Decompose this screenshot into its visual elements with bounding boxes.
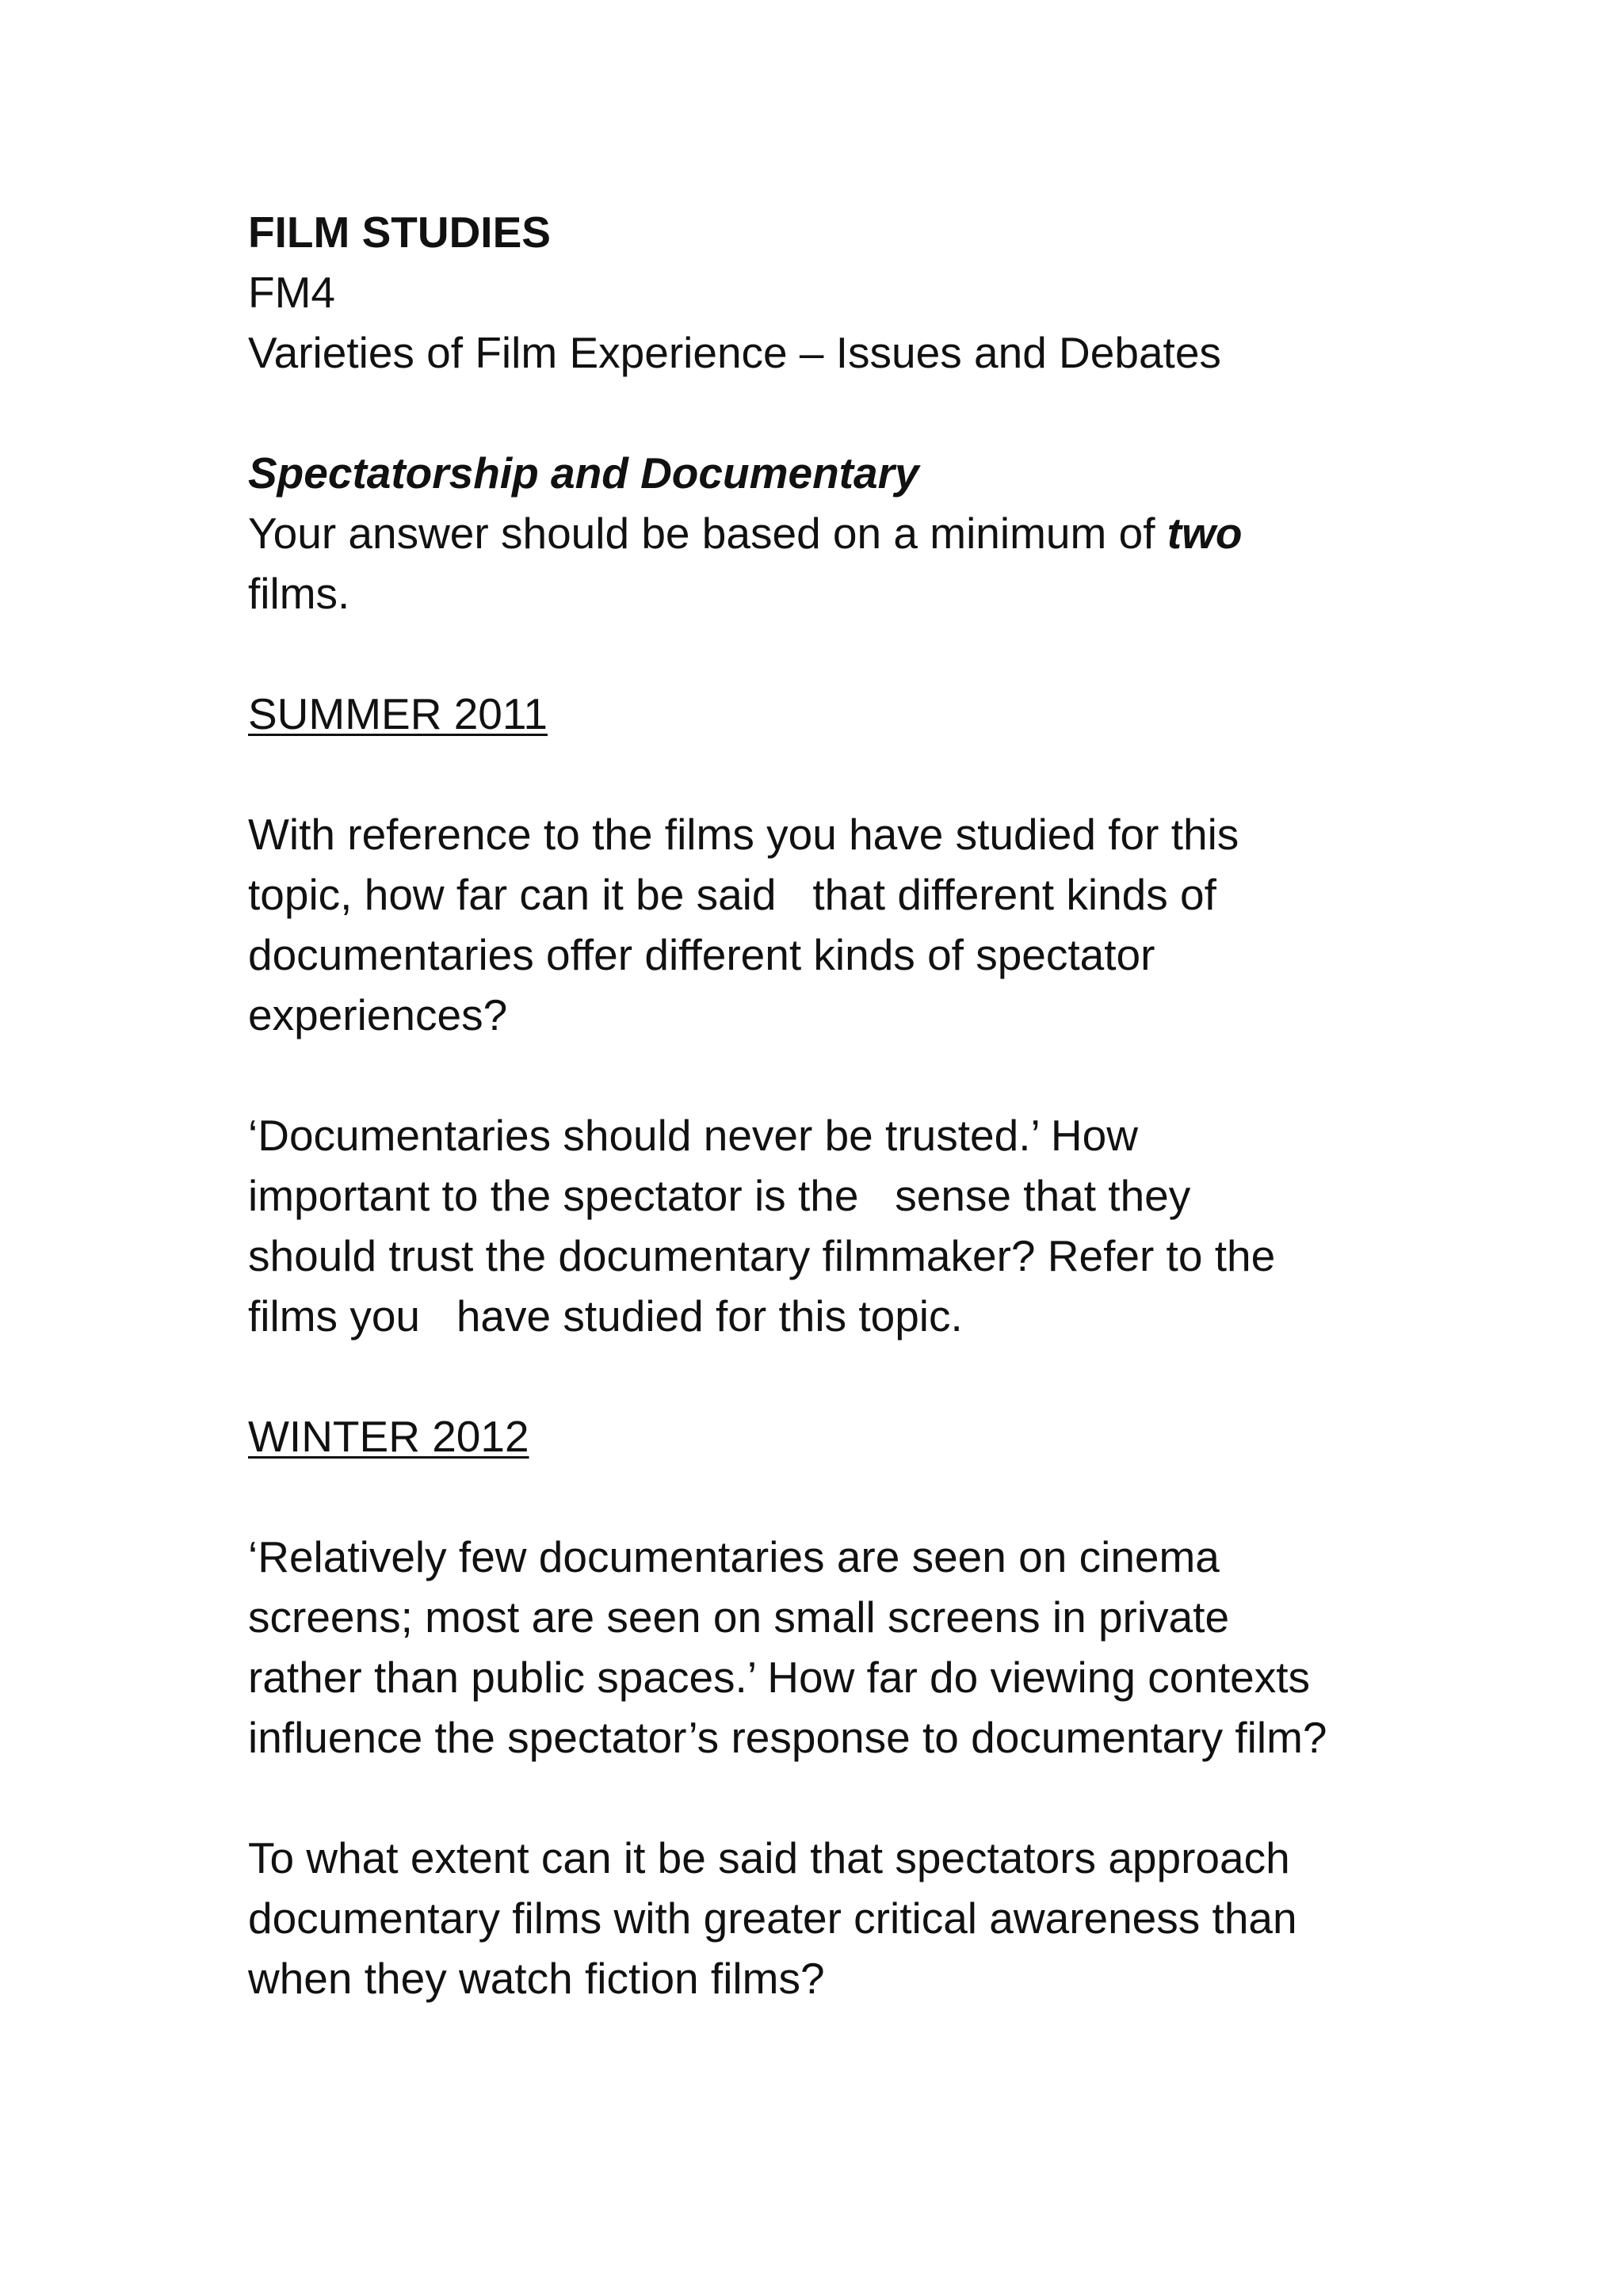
question: [248, 804, 1532, 1045]
question-line: documentaries offer different kinds of spectator: [248, 930, 1155, 979]
spacer: [248, 624, 1532, 684]
question-line: ‘Documentaries should never be trusted.’ How: [248, 1111, 1138, 1160]
question: [248, 1527, 1532, 1768]
question-line: ‘Relatively few documentaries are seen on cinema: [248, 1532, 1220, 1581]
subject-heading: FILM STUDIES: [248, 208, 551, 257]
question-line: when they watch fiction films?: [248, 1954, 825, 2003]
question-line: documentary films with greater critical awareness than: [248, 1894, 1297, 1943]
instruction-text: Your answer should be based on a minimum of: [248, 509, 1167, 558]
instruction-continuation: films.: [248, 569, 350, 618]
instruction-emphasis: two: [1167, 509, 1243, 558]
document-page: [248, 202, 1532, 2008]
session-label: WINTER 2012: [248, 1412, 529, 1461]
spacer: [248, 383, 1532, 443]
spacer: [248, 1346, 1532, 1406]
topic-title: Spectatorship and Documentary: [248, 448, 919, 498]
question: [248, 1828, 1532, 2008]
unit-title: Varieties of Film Experience – Issues and Debates: [248, 328, 1221, 377]
spacer: [248, 1466, 1532, 1527]
question-line: rather than public spaces.’ How far do viewing contexts: [248, 1653, 1311, 1702]
topic-instruction: [248, 503, 1532, 563]
unit-code: FM4: [248, 268, 335, 317]
question-line: topic, how far can it be said that different kinds of: [248, 870, 1216, 919]
question-line: influence the spectator’s response to documentary film?: [248, 1713, 1327, 1762]
question-line: should trust the documentary filmmaker? Refer to the: [248, 1231, 1276, 1280]
spacer: [248, 1768, 1532, 1828]
question-line: To what extent can it be said that spectators approach: [248, 1833, 1290, 1882]
spacer: [248, 1045, 1532, 1105]
question-line: experiences?: [248, 990, 508, 1039]
spacer: [248, 744, 1532, 804]
question-line: films you have studied for this topic.: [248, 1291, 963, 1341]
question-line: important to the spectator is the sense that they: [248, 1171, 1191, 1220]
question: [248, 1105, 1532, 1346]
question-line: With reference to the films you have studied for this: [248, 810, 1239, 859]
session-label: SUMMER 2011: [248, 689, 548, 738]
question-line: screens; most are seen on small screens in private: [248, 1592, 1230, 1642]
